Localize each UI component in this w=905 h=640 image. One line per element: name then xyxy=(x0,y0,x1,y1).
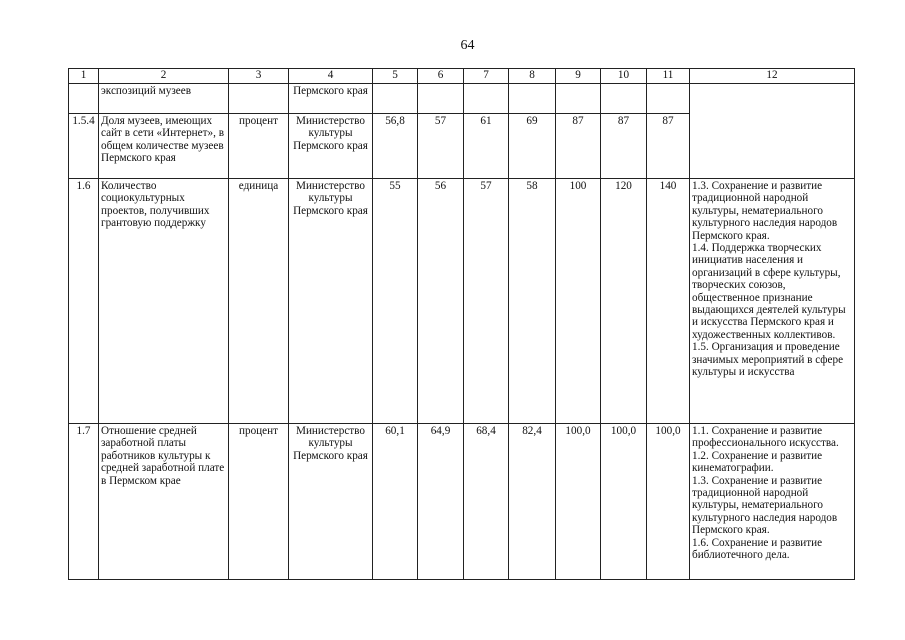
indicator-name: экспозиций музеев xyxy=(99,84,229,114)
responsible-body: Министерство культуры Пермского края xyxy=(289,424,373,580)
header-cell: 8 xyxy=(509,69,556,84)
header-cell: 12 xyxy=(690,69,855,84)
value-cell: 61 xyxy=(464,114,509,179)
table-row xyxy=(69,424,855,580)
task-item: 1.1. Сохранение и развитие профессионального искусства. xyxy=(692,425,839,450)
tasks-cell xyxy=(690,179,855,424)
value-cell: 100,0 xyxy=(647,424,690,580)
value-cell: 100,0 xyxy=(601,424,647,580)
value-cell: 82,4 xyxy=(509,424,556,580)
unit-of-measure xyxy=(229,84,289,114)
value-cell xyxy=(601,84,647,114)
value-cell xyxy=(418,84,464,114)
header-cell: 5 xyxy=(373,69,418,84)
value-cell: 56 xyxy=(418,179,464,424)
task-item: 1.3. Сохранение и развитие традиционной народной культуры, нематериального культурного наследия народов Пермского края. xyxy=(692,180,838,242)
value-cell: 58 xyxy=(509,179,556,424)
value-cell xyxy=(647,84,690,114)
row-number: 1.7 xyxy=(69,424,99,580)
responsible-body: Министерство культуры Пермского края xyxy=(289,114,373,179)
indicator-name: Доля музеев, имеющих сайт в сети «Интернет», в общем количестве музеев Пермского края xyxy=(99,114,229,179)
task-item: 1.5. Организация и проведение значимых мероприятий в сфере культуры и искусства xyxy=(692,341,844,379)
indicator-name: Количество социокультурных проектов, получивших грантовую поддержку xyxy=(99,179,229,424)
unit-of-measure: процент xyxy=(229,424,289,580)
value-cell: 120 xyxy=(601,179,647,424)
tasks-cell xyxy=(690,424,855,580)
unit-of-measure: единица xyxy=(229,179,289,424)
responsible-body: Пермского края xyxy=(289,84,373,114)
header-cell: 10 xyxy=(601,69,647,84)
header-cell: 9 xyxy=(556,69,601,84)
value-cell xyxy=(464,84,509,114)
table-header-row xyxy=(69,69,855,84)
task-item: 1.6. Сохранение и развитие библиотечного дела. xyxy=(692,536,823,562)
header-cell: 2 xyxy=(99,69,229,84)
page-number: 64 xyxy=(460,38,475,53)
value-cell: 68,4 xyxy=(464,424,509,580)
value-cell: 100 xyxy=(556,179,601,424)
value-cell: 87 xyxy=(556,114,601,179)
value-cell: 57 xyxy=(464,179,509,424)
header-cell: 11 xyxy=(647,69,690,84)
value-cell xyxy=(556,84,601,114)
table-row xyxy=(69,84,855,114)
table-row xyxy=(69,179,855,424)
value-cell: 87 xyxy=(601,114,647,179)
value-cell: 69 xyxy=(509,114,556,179)
row-number: 1.5.4 xyxy=(69,114,99,179)
task-item: 1.3. Сохранение и развитие традиционной народной культуры, нематериального культурного наследия народов Пермского края. xyxy=(692,474,838,537)
tasks-cell xyxy=(690,84,855,179)
header-cell: 7 xyxy=(464,69,509,84)
unit-of-measure: процент xyxy=(229,114,289,179)
task-item: 1.4. Поддержка творческих инициатив населения и организаций в сфере культуры, творческих союзов, общественное признание выдающихся деятелей культуры и искусства Пермского края и художественных коллективов. xyxy=(692,242,846,341)
value-cell: 57 xyxy=(418,114,464,179)
header-cell: 3 xyxy=(229,69,289,84)
value-cell: 140 xyxy=(647,179,690,424)
header-cell: 6 xyxy=(418,69,464,84)
task-item: 1.2. Сохранение и развитие кинематографии. xyxy=(692,449,823,475)
row-number: 1.6 xyxy=(69,179,99,424)
value-cell: 60,1 xyxy=(373,424,418,580)
value-cell: 56,8 xyxy=(373,114,418,179)
value-cell xyxy=(373,84,418,114)
value-cell: 87 xyxy=(647,114,690,179)
value-cell: 64,9 xyxy=(418,424,464,580)
value-cell: 100,0 xyxy=(556,424,601,580)
row-number xyxy=(69,84,99,114)
value-cell xyxy=(509,84,556,114)
indicator-name: Отношение средней заработной платы работников культуры к средней заработной плате в Пермском крае xyxy=(99,424,229,580)
indicators-table xyxy=(68,68,855,580)
value-cell: 55 xyxy=(373,179,418,424)
responsible-body: Министерство культуры Пермского края xyxy=(289,179,373,424)
header-cell: 4 xyxy=(289,69,373,84)
header-cell: 1 xyxy=(69,69,99,84)
